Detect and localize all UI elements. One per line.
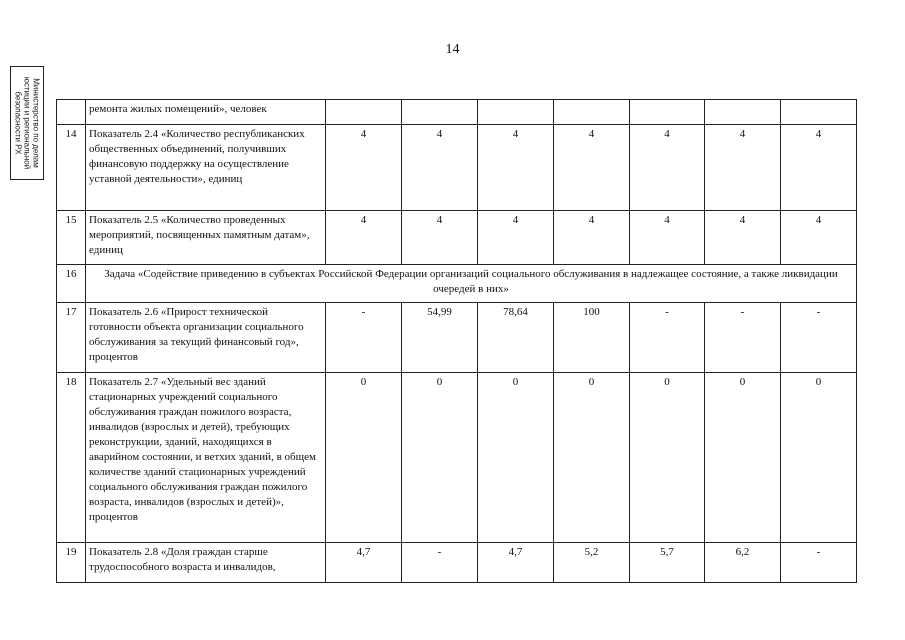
value-cell <box>554 100 630 125</box>
value-cell: 0 <box>630 373 705 543</box>
row-number: 18 <box>57 373 86 543</box>
indicator-label: Показатель 2.5 «Количество проведенных мероприятий, посвященных памятным датам», единиц <box>86 211 326 265</box>
value-cell: 0 <box>326 373 402 543</box>
table-row <box>57 543 857 583</box>
value-cell: 100 <box>554 303 630 373</box>
value-cell: - <box>781 543 857 583</box>
value-cell: 4 <box>326 125 402 211</box>
value-cell <box>326 100 402 125</box>
row-number: 15 <box>57 211 86 265</box>
value-cell <box>705 100 781 125</box>
value-cell: 4 <box>478 125 554 211</box>
value-cell: - <box>402 543 478 583</box>
value-cell: 4 <box>630 125 705 211</box>
value-cell: 54,99 <box>402 303 478 373</box>
row-number: 19 <box>57 543 86 583</box>
value-cell: 0 <box>402 373 478 543</box>
table-row <box>57 373 857 543</box>
indicator-label: Показатель 2.7 «Удельный вес зданий стационарных учреждений социального обслуживания граждан пожилого возраста, инвалидов (взрослых и детей), требующих реконструкции, зданий, находящихся в аварийном состоянии, и ветхих зданий, в общем количестве зданий стационарных учреждений социального обслуживания граждан пожилого возраста, инвалидов (взрослых и детей)», процентов <box>86 373 326 543</box>
value-cell: - <box>705 303 781 373</box>
value-cell: - <box>781 303 857 373</box>
value-cell: 4 <box>554 211 630 265</box>
value-cell: 4,7 <box>326 543 402 583</box>
value-cell: 4 <box>402 125 478 211</box>
value-cell: 0 <box>781 373 857 543</box>
value-cell: 4 <box>402 211 478 265</box>
value-cell: 4 <box>478 211 554 265</box>
table-row <box>57 211 857 265</box>
table-row <box>57 100 857 125</box>
value-cell <box>402 100 478 125</box>
value-cell: 4 <box>705 211 781 265</box>
value-cell: - <box>630 303 705 373</box>
ministry-stamp <box>10 66 44 180</box>
row-number <box>57 100 86 125</box>
indicator-label: ремонта жилых помещений», человек <box>86 100 326 125</box>
value-cell: 5,7 <box>630 543 705 583</box>
value-cell <box>781 100 857 125</box>
value-cell: 0 <box>554 373 630 543</box>
value-cell: 4,7 <box>478 543 554 583</box>
value-cell: 4 <box>705 125 781 211</box>
page-number: 14 <box>445 42 460 57</box>
row-number: 16 <box>57 265 86 303</box>
value-cell: 0 <box>705 373 781 543</box>
stamp-text: Министерство по делам юстиции и региональной безопасности РХ <box>13 76 41 170</box>
table-row <box>57 125 857 211</box>
value-cell: 4 <box>326 211 402 265</box>
indicator-label: Показатель 2.4 «Количество республиканских общественных объединений, получивших финансовую поддержку на осуществление уставной деятельности», единиц <box>86 125 326 211</box>
value-cell <box>630 100 705 125</box>
table-row-task <box>57 265 857 303</box>
value-cell: 4 <box>554 125 630 211</box>
row-number: 17 <box>57 303 86 373</box>
table-row <box>57 303 857 373</box>
value-cell: 4 <box>781 211 857 265</box>
row-number: 14 <box>57 125 86 211</box>
task-description: Задача «Содействие приведению в субъектах Российской Федерации организаций социального обслуживания в надлежащее состояние, а также ликвидации очередей в них» <box>86 265 857 303</box>
indicator-label: Показатель 2.6 «Прирост технической готовности объекта организации социального обслуживания за текущий финансовый год», процентов <box>86 303 326 373</box>
value-cell: 5,2 <box>554 543 630 583</box>
value-cell: - <box>326 303 402 373</box>
value-cell <box>478 100 554 125</box>
value-cell: 0 <box>478 373 554 543</box>
value-cell: 6,2 <box>705 543 781 583</box>
value-cell: 4 <box>630 211 705 265</box>
indicators-table <box>56 99 857 583</box>
value-cell: 4 <box>781 125 857 211</box>
value-cell: 78,64 <box>478 303 554 373</box>
indicator-label: Показатель 2.8 «Доля граждан старше трудоспособного возраста и инвалидов, <box>86 543 326 583</box>
